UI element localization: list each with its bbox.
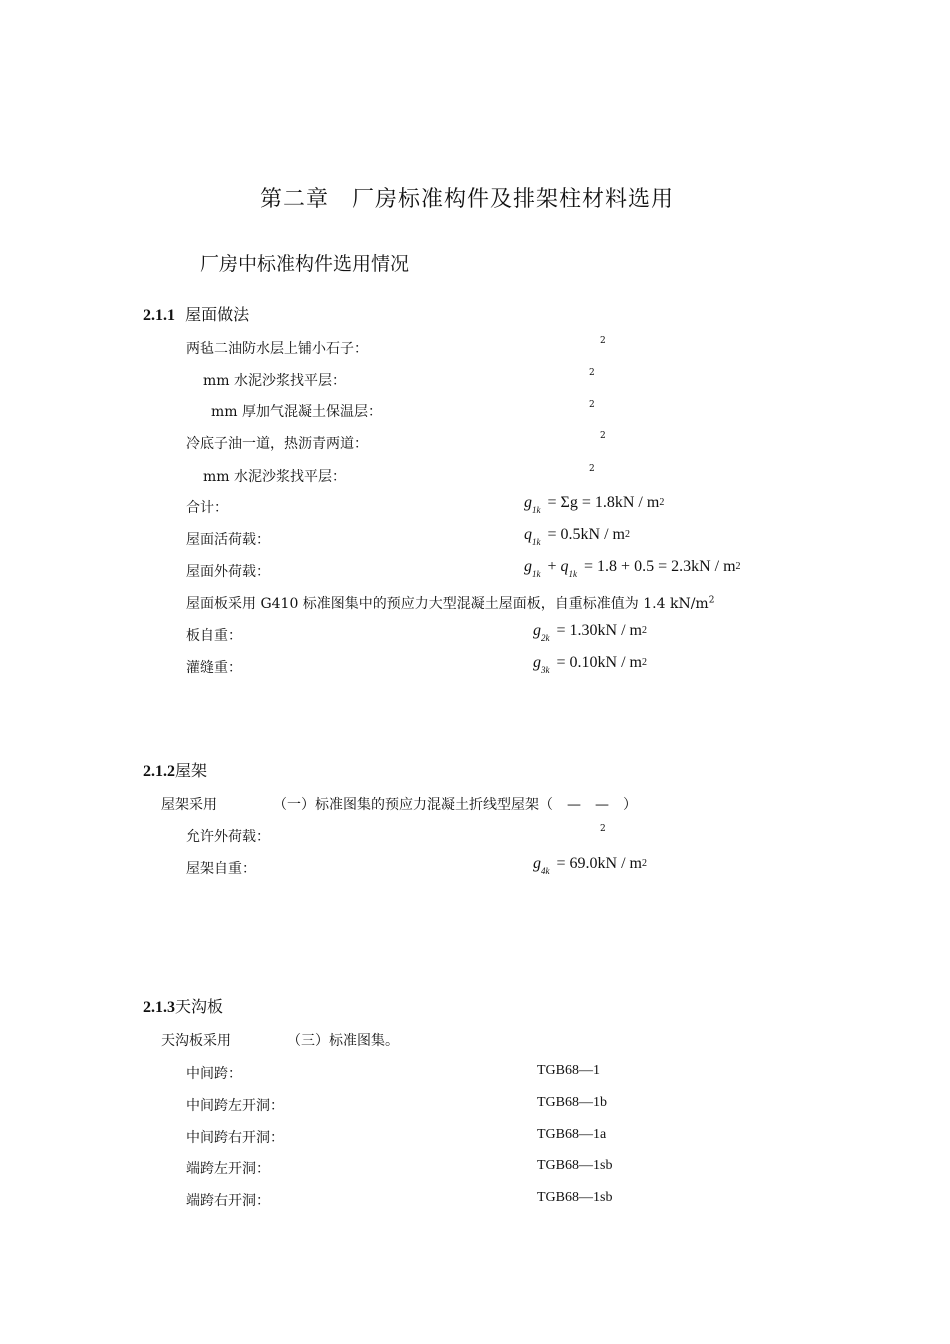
roof-layer-2: mm 水泥沙浆找平层： <box>203 373 347 389</box>
chapter-title: 第二章 厂房标准构件及排架柱材料选用 <box>260 187 675 212</box>
gutter-row-code: TGB68—1sb <box>537 1190 613 1205</box>
panel-weight-formula: $g_{2k} = 1.30kN / m^2$ <box>533 622 647 643</box>
truss-spec-text: （一）标准图集的预应力混凝土折线型屋架（ — — ） <box>273 797 637 813</box>
section-heading-2-1-1 <box>143 302 249 325</box>
gutter-spec-label: 天沟板采用 <box>161 1033 231 1049</box>
roof-panel-note: 屋面板采用 G410 标准图集中的预应力大型混凝土屋面板，自重标准值为 1.4 $kN/m^2$ <box>186 595 715 612</box>
roof-layer-1: 两毡二油防水层上铺小石子： <box>186 341 368 357</box>
section-title: 屋面做法 <box>185 305 250 324</box>
unit-superscript: 2 <box>589 464 595 474</box>
unit-superscript: 2 <box>589 400 595 410</box>
truss-weight-label: 屋架自重： <box>186 861 256 877</box>
section-number: 2.1.1 <box>143 307 175 324</box>
gutter-row-label: 中间跨左开洞： <box>186 1098 284 1114</box>
section-number: 2.1.3 <box>143 999 175 1016</box>
total-label: 合计： <box>186 500 228 516</box>
gutter-row-label: 端跨右开洞： <box>186 1193 270 1209</box>
grout-weight-label: 灌缝重： <box>186 660 242 676</box>
roof-layer-5: mm 水泥沙浆找平层： <box>203 469 347 485</box>
truss-spec-label: 屋架采用 <box>161 797 217 813</box>
live-load-label: 屋面活荷载： <box>186 532 270 548</box>
gutter-row-code: TGB68—1a <box>537 1127 607 1142</box>
unit-superscript: 2 <box>600 336 606 346</box>
section-title: 屋架 <box>175 761 208 780</box>
section-heading-2-1-3 <box>143 994 223 1017</box>
roof-layer-4: 冷底子油一道，热沥青两道： <box>186 436 368 452</box>
unit-superscript: 2 <box>600 431 606 441</box>
panel-weight-label: 板自重： <box>186 628 242 644</box>
section-heading-2-1-2 <box>143 758 207 781</box>
gutter-spec-text: （三）标准图集。 <box>287 1033 399 1049</box>
section-subtitle: 厂房中标准构件选用情况 <box>200 253 410 275</box>
live-load-formula: $q_{1k} = 0.5kN / m^2$ <box>524 526 630 547</box>
grout-weight-formula: $g_{3k} = 0.10kN / m^2$ <box>533 654 647 675</box>
section-title: 天沟板 <box>175 997 224 1016</box>
gutter-row-code: TGB68—1b <box>537 1095 607 1110</box>
roof-layer-3: mm 厚加气混凝土保温层： <box>211 404 383 420</box>
unit-superscript: 2 <box>600 824 606 834</box>
outer-load-label: 屋面外荷载： <box>186 564 270 580</box>
gutter-row-code: TGB68—1 <box>537 1063 600 1078</box>
section-number: 2.1.2 <box>143 763 175 780</box>
gutter-row-label: 端跨左开洞： <box>186 1161 270 1177</box>
gutter-row-label: 中间跨： <box>186 1066 242 1082</box>
allowed-load-label: 允许外荷载： <box>186 829 270 845</box>
total-formula: $g_{1k} = \Sigma g = 1.8kN / m^2$ <box>524 494 665 515</box>
gutter-row-label: 中间跨右开洞： <box>186 1130 284 1146</box>
gutter-row-code: TGB68—1sb <box>537 1158 613 1173</box>
truss-weight-formula: $g_{4k} = 69.0kN / m^2$ <box>533 855 647 876</box>
unit-superscript: 2 <box>589 368 595 378</box>
outer-load-formula: $g_{1k} + q_{1k} = 1.8 + 0.5 = 2.3kN / m^2$ <box>524 558 741 579</box>
